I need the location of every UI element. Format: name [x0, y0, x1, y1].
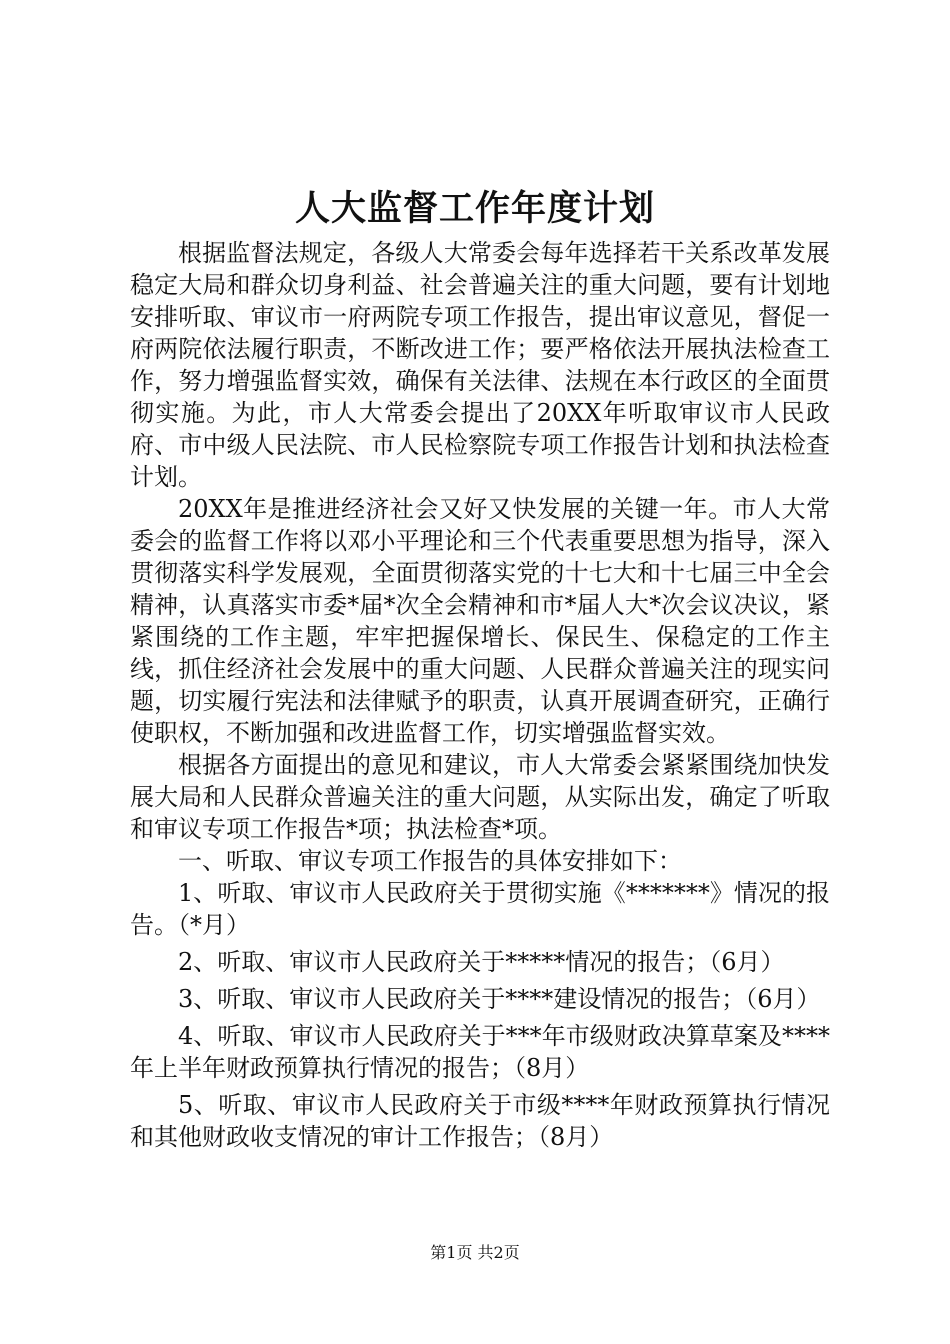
document-body [130, 237, 830, 1153]
list-item: 1、听取、审议市人民政府关于贯彻实施《*******》情况的报告。（*月） [130, 879, 830, 939]
section-heading: 一、听取、审议专项工作报告的具体安排如下： [178, 847, 682, 875]
paragraph: 20XX年是推进经济社会又好又快发展的关键一年。市人大常委会的监督工作将以邓小平理论和三个代表重要思想为指导，深入贯彻落实科学发展观，全面贯彻落实党的十七大和十七届三中全会精神，认真落实市委*届*次全会精神和市*届人大*次会议决议，紧紧围绕的工作主题，牢牢把握保增长、保民生、保稳定的工作主线，抓住经济社会发展中的重大问题、人民群众普遍关注的现实问题，切实履行宪法和法律赋予的职责，认真开展调查研究，正确行使职权，不断加强和改进监督工作，切实增强监督实效。 [130, 495, 830, 747]
list-item: 2、听取、审议市人民政府关于*****情况的报告；（6月） [178, 948, 785, 976]
document-title: 人大监督工作年度计划 [294, 188, 655, 229]
list-item: 3、听取、审议市人民政府关于****建设情况的报告；（6月） [178, 985, 821, 1013]
list-item: 4、听取、审议市人民政府关于***年市级财政决算草案及****年上半年财政预算执行情况的报告；（8月） [130, 1022, 830, 1082]
paragraph: 根据监督法规定，各级人大常委会每年选择若干关系改革发展稳定大局和群众切身利益、社会普遍关注的重大问题，要有计划地安排听取、审议市一府两院专项工作报告，提出审议意见，督促一府两院依法履行职责，不断改进工作；要严格依法开展执法检查工作，努力增强监督实效，确保有关法律、法规在本行政区的全面贯彻实施。为此，市人大常委会提出了20XX年听取审议市人民政府、市中级人民法院、市人民检察院专项工作报告计划和执法检查计划。 [130, 239, 830, 491]
paragraph: 根据各方面提出的意见和建议，市人大常委会紧紧围绕加快发展大局和人民群众普遍关注的重大问题，从实际出发，确定了听取和审议专项工作报告*项；执法检查*项。 [130, 751, 830, 843]
list-item: 5、听取、审议市人民政府关于市级****年财政预算执行情况和其他财政收支情况的审计工作报告；（8月） [130, 1091, 830, 1151]
page-number-footer: 第1页 共2页 [430, 1243, 520, 1262]
